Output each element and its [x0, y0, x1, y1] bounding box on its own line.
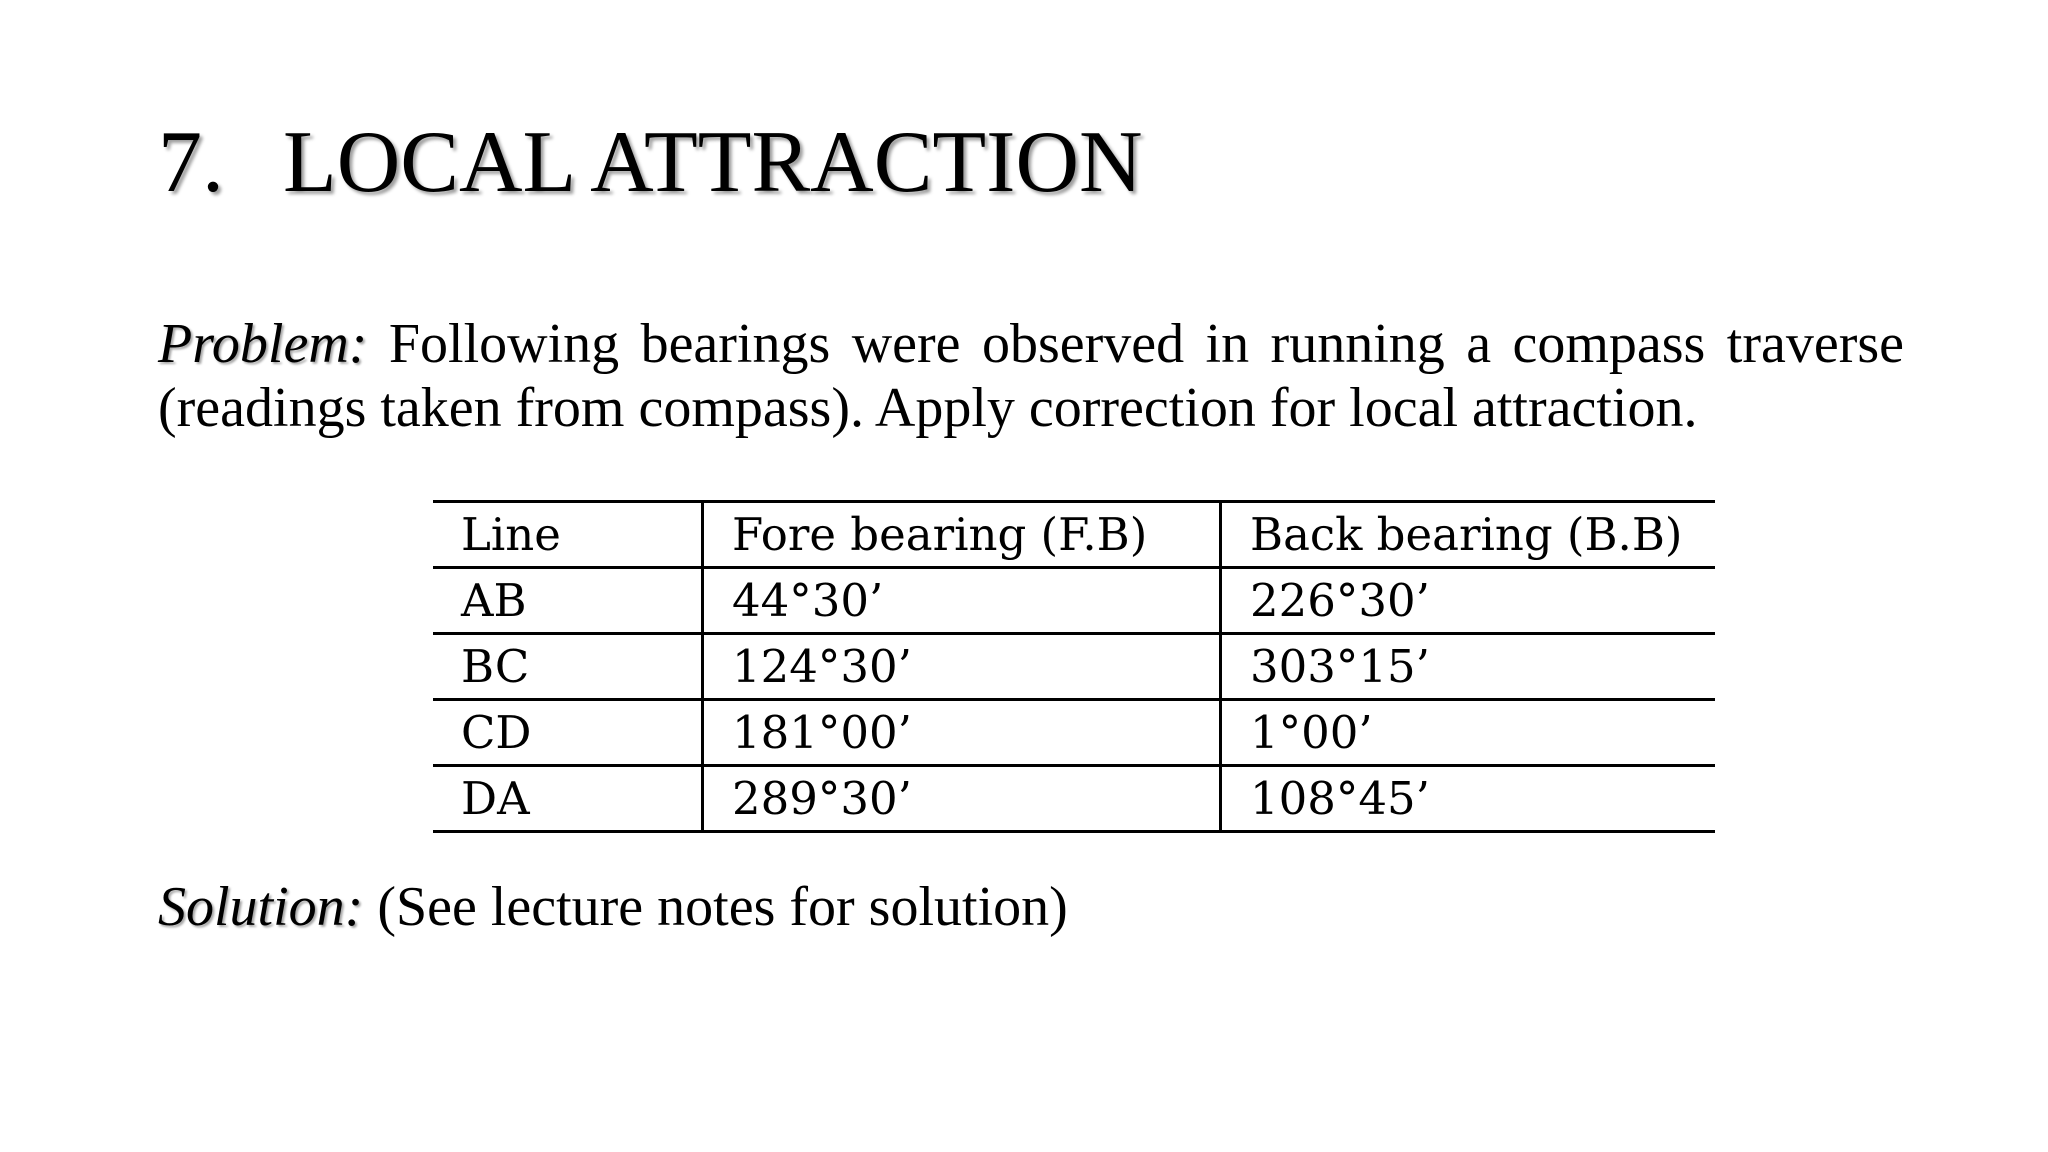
table-row: [433, 634, 1715, 700]
title-number: 7.: [158, 114, 224, 211]
table-header-row: [433, 502, 1715, 568]
problem-text: Following bearings were observed in running a compass traverse (readings taken from compass). Apply correction for local attraction.: [158, 313, 1904, 439]
cell-line: DA: [433, 766, 703, 832]
solution-text: (See lecture notes for solution): [377, 876, 1068, 938]
cell-line: AB: [433, 568, 703, 634]
table-row: [433, 568, 1715, 634]
solution-label: Solution:: [158, 876, 364, 938]
cell-back-bearing: 226°30’: [1221, 568, 1716, 634]
cell-line: CD: [433, 700, 703, 766]
bearing-table: [433, 500, 1715, 833]
problem-label: Problem:: [158, 313, 368, 375]
cell-fore-bearing: 124°30’: [703, 634, 1221, 700]
cell-line: BC: [433, 634, 703, 700]
table-row: [433, 766, 1715, 832]
problem-statement: [158, 312, 1904, 440]
cell-fore-bearing: 289°30’: [703, 766, 1221, 832]
cell-back-bearing: 303°15’: [1221, 634, 1716, 700]
cell-fore-bearing: 181°00’: [703, 700, 1221, 766]
solution-statement: [158, 875, 1068, 939]
header-line: Line: [433, 502, 703, 568]
cell-fore-bearing: 44°30’: [703, 568, 1221, 634]
cell-back-bearing: 108°45’: [1221, 766, 1716, 832]
header-back-bearing: Back bearing (B.B): [1221, 502, 1716, 568]
cell-back-bearing: 1°00’: [1221, 700, 1716, 766]
header-fore-bearing: Fore bearing (F.B): [703, 502, 1221, 568]
table-row: [433, 700, 1715, 766]
slide-title: [158, 112, 1143, 213]
title-text: LOCAL ATTRACTION: [283, 114, 1143, 211]
